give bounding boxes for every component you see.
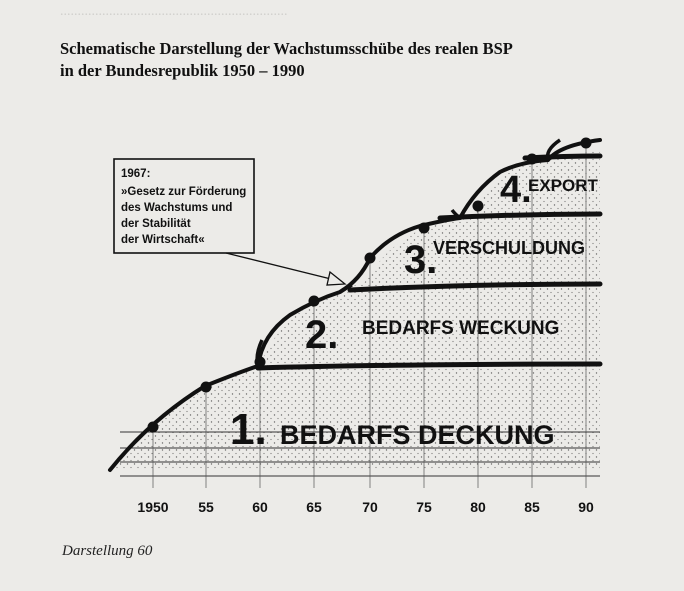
phase-2-number: 2. (305, 313, 339, 357)
x-tick-65: 65 (306, 499, 322, 515)
point-1965 (309, 296, 320, 307)
point-1955 (201, 382, 212, 393)
x-tick-70: 70 (362, 499, 378, 515)
x-tick-80: 80 (470, 499, 486, 515)
bleed-through-text: ................................................................. (60, 4, 288, 19)
annotation-line-2: des Wachstums und (121, 202, 233, 214)
x-tick-85: 85 (524, 499, 540, 515)
phase-3-number: 3. (404, 238, 438, 282)
phase-3-label: VERSCHULDUNG (433, 238, 586, 258)
annotation-1967 (114, 159, 345, 285)
x-tick-55: 55 (198, 499, 214, 515)
figure-title-line-2: in der Bundesrepublik 1950 – 1990 (60, 61, 305, 80)
figure-caption: Darstellung 60 (62, 543, 153, 559)
x-axis (137, 499, 594, 515)
point-1950 (148, 422, 159, 433)
phase-2-label: BEDARFS WECKUNG (362, 318, 560, 339)
x-tick-75: 75 (416, 499, 432, 515)
point-1960 (255, 357, 266, 368)
point-1970 (365, 253, 376, 264)
phase-1-number: 1. (230, 405, 267, 454)
point-1980 (473, 201, 484, 212)
annotation-arrowhead (327, 272, 345, 285)
x-tick-90: 90 (578, 499, 594, 515)
annotation-year: 1967: (121, 168, 151, 180)
phase-1-label: BEDARFS DECKUNG (280, 420, 555, 450)
point-1975 (419, 223, 430, 234)
annotation-arrow-line (226, 253, 335, 280)
annotation-line-4: der Wirtschaft« (121, 234, 205, 246)
x-tick-60: 60 (252, 499, 268, 515)
x-tick-1950: 1950 (137, 499, 169, 515)
point-1985 (527, 154, 538, 165)
point-1990 (581, 138, 592, 149)
phase-4-number: 4. (500, 169, 532, 211)
figure-title-line-1: Schematische Darstellung der Wachstumsschübe des realen BSP (60, 39, 513, 58)
phase-4-label: EXPORT (528, 176, 598, 195)
annotation-line-1: »Gesetz zur Förderung (121, 186, 247, 198)
annotation-line-3: der Stabilität (121, 218, 191, 230)
